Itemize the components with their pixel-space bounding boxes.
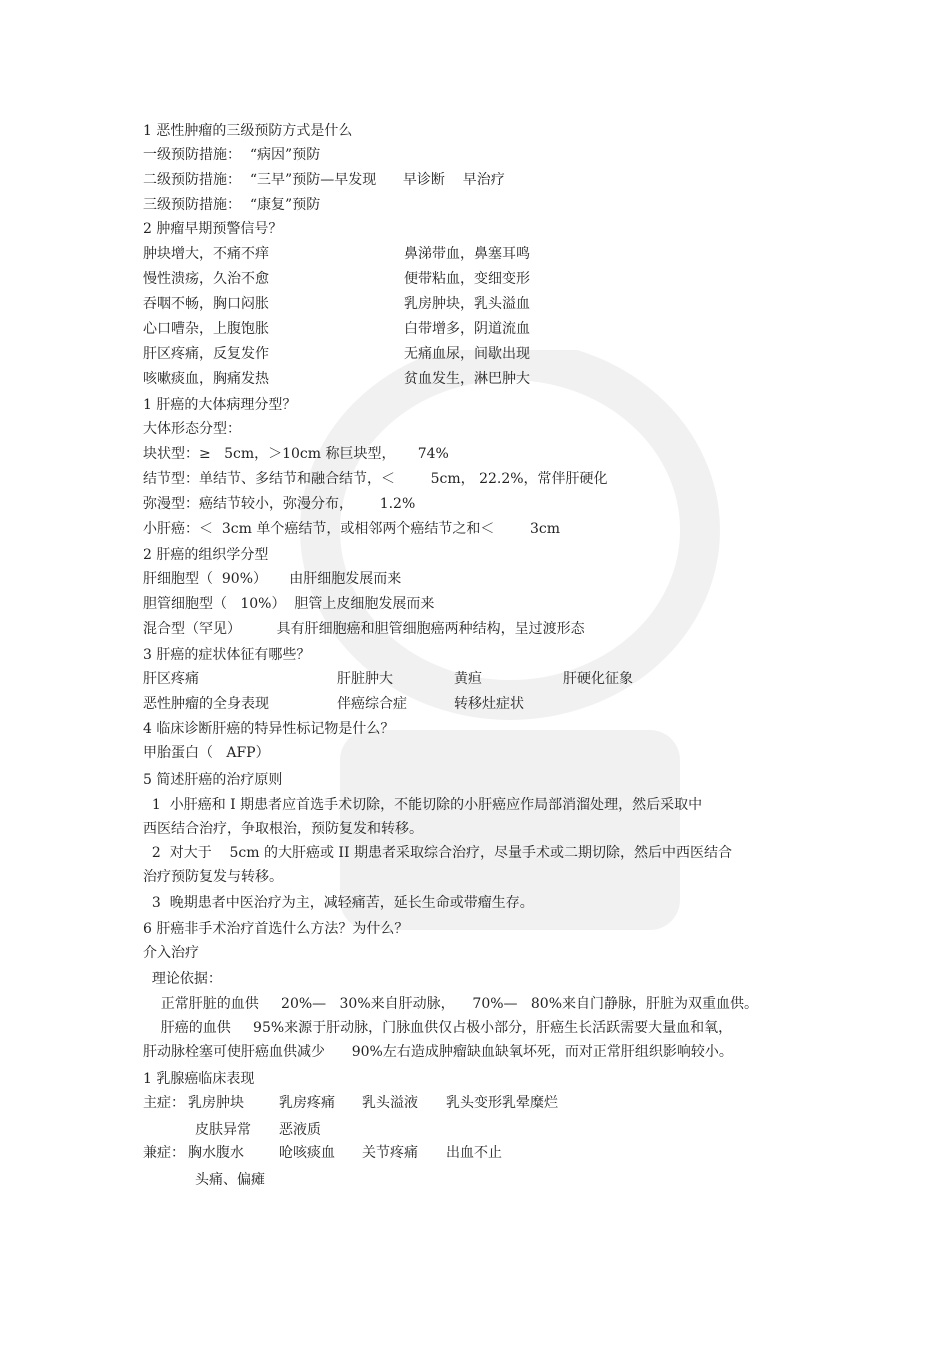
text-line: 混合型（罕见） 具有肝细胞癌和胆管细胞癌两种结构，呈过渡形态: [143, 621, 585, 637]
text-line: 三级预防措施： “康复”预防: [143, 197, 321, 213]
breast-sec-item: 关节疼痛: [362, 1145, 418, 1161]
heading-marker: 4 临床诊断肝癌的特异性标记物是什么？: [143, 721, 395, 737]
signal-right: 贫血发生，淋巴肿大: [404, 371, 530, 387]
symptom-item: 肝脏肿大: [337, 671, 393, 687]
breast-main-item: 恶液质: [279, 1122, 321, 1138]
heading-histology: 2 肝癌的组织学分型: [143, 547, 269, 563]
breast-sec-item: 胸水腹水: [188, 1145, 244, 1161]
heading-nonsurgical: 6 肝癌非手术治疗首选什么方法？为什么？: [143, 921, 409, 937]
symptom-item: 恶性肿瘤的全身表现: [143, 696, 269, 712]
text-line: 2 对大于 5cm 的大肝癌或 II 期患者采取综合治疗，尽量手术或二期切除，然后中西医结合: [143, 845, 732, 861]
breast-sec-item: 呛咳痰血: [279, 1145, 335, 1161]
text-line: 二级预防措施： “三早”预防—早发现 早诊断 早治疗: [143, 172, 505, 188]
text-line: 结节型：单结节、多结节和融合结节，＜ 5cm， 22.2%，常伴肝硬化: [143, 471, 608, 487]
breast-main-item: 皮肤异常: [195, 1122, 251, 1138]
text-line: 肝细胞型（ 90%） 由肝细胞发展而来: [143, 571, 402, 587]
text-line: 理论依据：: [143, 971, 222, 987]
symptom-item: 肝区疼痛: [143, 671, 199, 687]
breast-main-item: 乳头变形乳晕糜烂: [446, 1095, 558, 1111]
signal-right: 便带粘血，变细变形: [404, 271, 530, 287]
breast-sec-item: 出血不止: [446, 1145, 502, 1161]
signal-left: 心口嘈杂，上腹饱胀: [143, 321, 269, 337]
signal-right: 乳房肿块，乳头溢血: [404, 296, 530, 312]
text-line: 一级预防措施： “病因”预防: [143, 147, 321, 163]
text-line: 小肝癌：＜ 3cm 单个癌结节，或相邻两个癌结节之和＜ 3cm: [143, 521, 560, 537]
watermark-logo: [300, 350, 720, 970]
heading-warning-signals: 2 肿瘤早期预警信号？: [143, 221, 283, 237]
signal-left: 慢性溃疡，久治不愈: [143, 271, 269, 287]
text-line: 1 小肝癌和 I 期患者应首选手术切除，不能切除的小肝癌应作局部消溜处理，然后采取中: [143, 797, 703, 813]
signal-left: 肝区疼痛，反复发作: [143, 346, 269, 362]
heading-gross-pathology: 1 肝癌的大体病理分型？: [143, 397, 297, 413]
symptom-item: 转移灶症状: [454, 696, 524, 712]
heading-treatment-principles: 5 简述肝癌的治疗原则: [143, 772, 283, 788]
text-line: 肝动脉栓塞可使肝癌血供减少 90%左右造成肿瘤缺血缺氧坏死，而对正常肝组织影响较小。: [143, 1044, 733, 1060]
breast-sec-label: 兼症：: [143, 1145, 185, 1161]
breast-main-item: 乳房疼痛: [279, 1095, 335, 1111]
text-line: 正常肝脏的血供 20%— 30%来自肝动脉， 70%— 80%来自门静脉，肝脏为双重血供。: [143, 996, 759, 1012]
signal-left: 咳嗽痰血，胸痛发热: [143, 371, 269, 387]
signal-left: 肿块增大，不痛不痒: [143, 246, 269, 262]
text-line: 弥漫型：癌结节较小，弥漫分布， 1.2%: [143, 496, 416, 512]
text-line: 介入治疗: [143, 945, 199, 961]
text-line: 块状型：≥ 5cm，＞10cm 称巨块型， 74%: [143, 446, 449, 462]
heading-breast-cancer: 1 乳腺癌临床表现: [143, 1071, 255, 1087]
text-line: 治疗预防复发与转移。: [143, 869, 283, 885]
symptom-item: 黄疸: [454, 671, 482, 687]
signal-right: 白带增多，阴道流血: [404, 321, 530, 337]
text-line: 3 晚期患者中医治疗为主，减轻痛苦，延长生命或带瘤生存。: [143, 895, 534, 911]
breast-sec-item: 头痛、偏瘫: [195, 1172, 265, 1188]
text-line: 大体形态分型：: [143, 421, 241, 437]
breast-main-item: 乳头溢液: [362, 1095, 418, 1111]
text-line: 肝癌的血供 95%来源于肝动脉，门脉血供仅占极小部分，肝癌生长活跃需要大量血和氧，: [143, 1020, 733, 1036]
signal-left: 吞咽不畅，胸口闷胀: [143, 296, 269, 312]
symptom-item: 伴癌综合症: [337, 696, 407, 712]
breast-main-item: 乳房肿块: [188, 1095, 244, 1111]
breast-main-label: 主症：: [143, 1095, 185, 1111]
heading-prevention: 1 恶性肿瘤的三级预防方式是什么: [143, 123, 353, 139]
symptom-item: 肝硬化征象: [563, 671, 633, 687]
signal-right: 无痛血尿，间歇出现: [404, 346, 530, 362]
text-line: 甲胎蛋白（ AFP）: [143, 745, 270, 761]
text-line: 西医结合治疗，争取根治，预防复发和转移。: [143, 821, 423, 837]
text-line: 胆管细胞型（ 10%） 胆管上皮细胞发展而来: [143, 596, 435, 612]
heading-symptoms: 3 肝癌的症状体征有哪些？: [143, 647, 311, 663]
signal-right: 鼻涕带血，鼻塞耳鸣: [404, 246, 530, 262]
